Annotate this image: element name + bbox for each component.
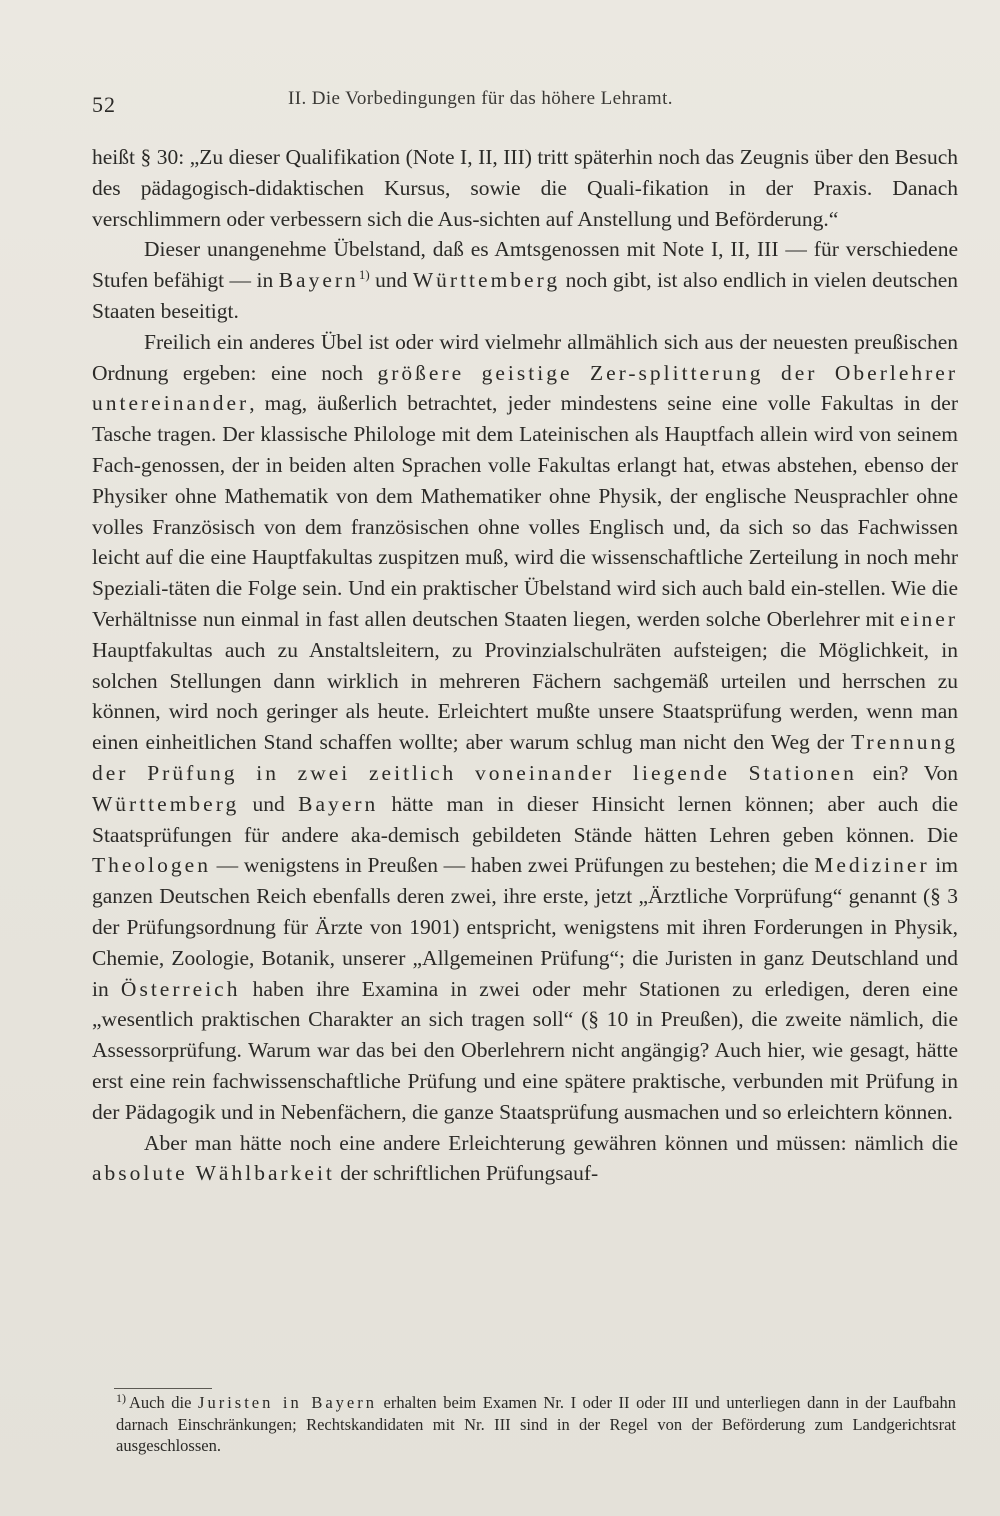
paragraph-3-text-f: hätte man in dieser Hinsicht lernen können; aber auch die Staatsprüfungen für andere aka-demisch gebildeten Stände hätten Lehren geben können. Die [92, 791, 959, 847]
spaced-bayern-2: Bayern [298, 791, 379, 816]
paragraph-4-text-a: Aber man hätte noch eine andere Erleichterung gewähren können und müssen: nämlich die [144, 1130, 958, 1155]
paragraph-3-text-h: im ganzen Deutschen Reich ebenfalls deren zwei, ihre erste, jetzt „Ärztliche Vorprüfung“ genannt (§ 3 der Prüfungsordnung für Ärzte von 1901) entspricht, wenigstens mit ihren Forderungen in Physik, Chemie, Zoologie, Botanik, unserer „Allgemeinen Prüfung“; die Juristen in ganz Deutschland und in [92, 853, 958, 1001]
body-text [92, 142, 958, 1189]
spaced-theologen: Theologen [92, 853, 211, 878]
paragraph-3 [92, 327, 958, 1128]
spaced-wuerttemberg-2: Württemberg [92, 791, 240, 816]
paragraph-3-text-a: Freilich ein anderes Übel ist oder wird vielmehr allmählich sich aus der neuesten preußischen Ordnung ergeben: eine noch [92, 329, 958, 385]
paragraph-4-text-b: der schriftlichen Prüfungsauf- [334, 1161, 599, 1186]
paragraph-1 [92, 142, 958, 234]
spaced-mediziner: Mediziner [814, 853, 930, 878]
spaced-wuerttemberg: Württemberg [412, 268, 561, 293]
paragraph-2-text-a: Dieser unangenehme Übelstand, daß es Amtsgenossen mit Note I, II, III — für verschiedene Stufen befähigt — in [92, 237, 958, 293]
paragraph-3-text-e: und [239, 791, 299, 816]
running-head: II. Die Vorbedingungen für das höhere Lehramt. [288, 88, 673, 109]
page-header [92, 86, 950, 126]
footnote-1 [116, 1392, 956, 1457]
paragraph-2 [92, 234, 958, 326]
paragraph-3-text-d: ein? Von [856, 760, 958, 785]
spaced-juristen-in-bayern: Juristen in Bayern [198, 1393, 377, 1412]
spaced-absolute-waehlbarkeit: absolute Wählbarkeit [92, 1161, 335, 1186]
spaced-oesterreich: Österreich [120, 976, 241, 1001]
paragraph-2-text-b: und [369, 268, 413, 293]
paragraph-3-text-c: Hauptfakultas auch zu Anstaltsleitern, zu Provinzialschulräten aufsteigen; die Möglichkeit, in solchen Stellungen dann wirklich in mehreren Fächern sachgemäß urteilen und herrschen zu können, wird noch geringer als heute. Erleichtert mußte unsere Staatsprüfung werden, wenn man einen einheitlichen Stand schaffen wollte; aber warum schlug man nicht den Weg der [92, 637, 958, 755]
paragraph-3-text-b: , mag, äußerlich betrachtet, jeder mindestens seine eine volle Fakultas in der Tasche tragen. Der klassische Philologe mit dem Lateinischen als Hauptfach allein wird von seinem Fach-genossen, der in beiden alten Sprachen volle Fakultas erlangt hat, etwas abstehen, ebenso der Physiker ohne Mathematik von dem Mathematiker ohne Physik, der englische Neusprachler ohne volles Französisch von dem französischen ohne volles Englisch und, da sich so das Fachwissen leicht auf die eine Hauptfakultas zuspitzen muß, wird die wissenschaftliche Zerteilung in noch mehr Speziali-täten die Folge sein. Und ein praktischer Übelstand wird sich auch bald ein-stellen. Wie die Verhältnisse nun einmal in fast allen deutschen Staaten liegen, werden solche Oberlehrer mit [92, 391, 958, 631]
page-number: 52 [92, 92, 116, 117]
footnote-mark: 1) [116, 1390, 126, 1405]
paragraph-1-text: heißt § 30: „Zu dieser Qualifikation (Note I, II, III) tritt späterhin noch das Zeugnis über den Besuch des pädagogisch-didaktischen Kursus, sowie die Quali-fikation in der Praxis. Danach verschlimmern oder verbessern sich die Aus-sichten auf Anstellung und Beförderung.“ [92, 145, 958, 231]
footnote-divider [114, 1388, 212, 1389]
paragraph-4 [92, 1128, 958, 1190]
footnote-text-a: Auch die [129, 1393, 199, 1412]
footnote-reference[interactable]: 1) [358, 267, 370, 283]
paragraph-2-text-c: noch gibt, ist also endlich in vielen deutschen Staaten beseitigt. [92, 268, 958, 323]
spaced-zersplitterung: größere geistige Zer-splitterung der Oberlehrer untereinander [92, 360, 958, 416]
paragraph-3-text-g: — wenigstens in Preußen — haben zwei Prüfungen zu bestehen; die [210, 853, 815, 878]
spaced-trennung: Trennung der Prüfung in zwei zeitlich voneinander liegende Stationen [92, 730, 958, 785]
spaced-einer: einer [900, 606, 958, 631]
paragraph-3-text-i: haben ihre Examina in zwei oder mehr Stationen zu erledigen, deren eine „wesentlich praktischen Charakter an sich tragen soll“ (§ 10 in Preußen), die zweite nämlich, die Assessorprüfung. Warum war das bei den Oberlehrern nicht angängig? Auch hier, wie gesagt, hätte erst eine rein fachwissenschaftliche Prüfung und eine spätere praktische, verbunden mit Prüfung in der Pädagogik und in Nebenfächern, die ganze Staatsprüfung ausmachen und so erleichtern können. [92, 976, 958, 1124]
spaced-bayern: Bayern [278, 268, 359, 293]
footnote-text-b: erhalten beim Examen Nr. I oder II oder III und unterliegen dann in der Laufbahn darnach Einschränkungen; Rechtskandidaten mit Nr. III sind in der Regel von der Beförderung zum Landgerichtsrat ausgeschlossen. [116, 1393, 956, 1455]
footnotes [116, 1392, 956, 1457]
